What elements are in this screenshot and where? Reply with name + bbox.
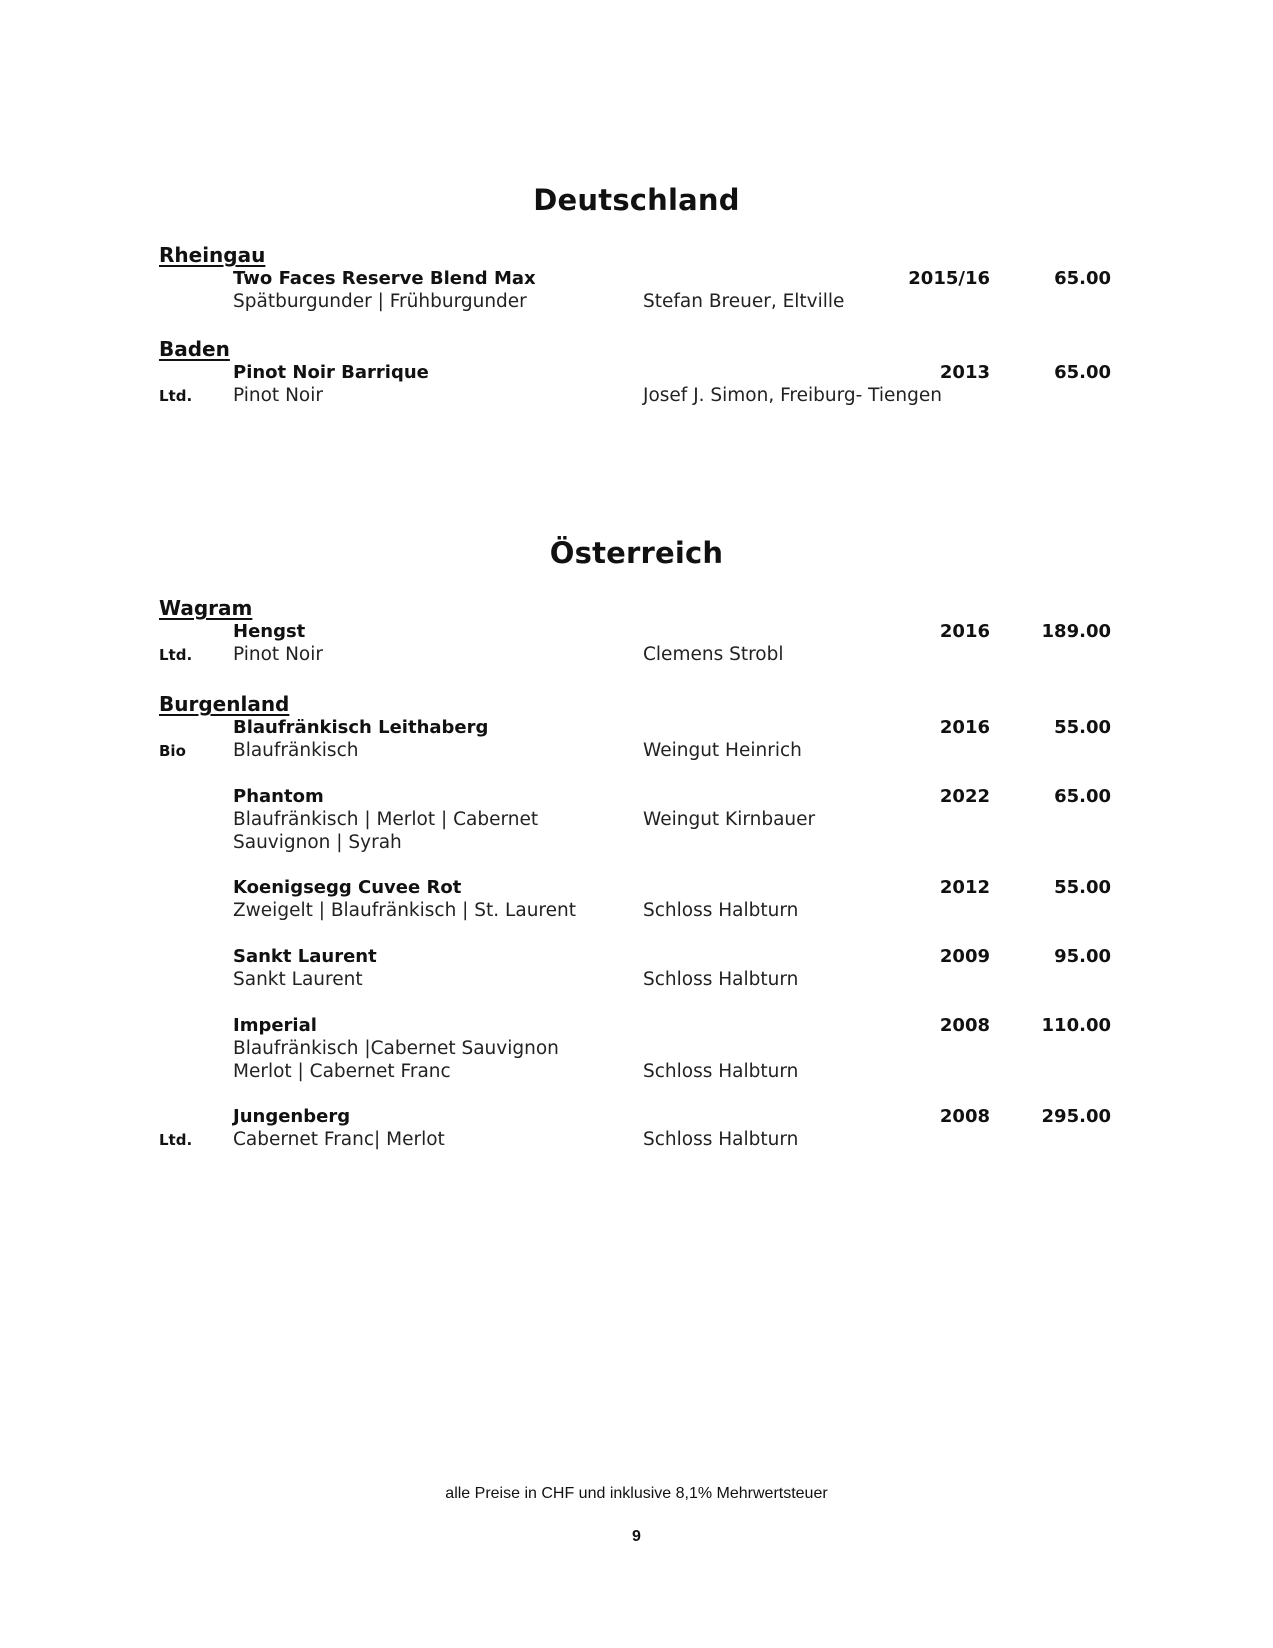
wine-price: 65.00 bbox=[1054, 362, 1111, 383]
wine-tag: Ltd. bbox=[159, 387, 193, 405]
wine-tag: Bio bbox=[159, 742, 186, 760]
wine-name: Two Faces Reserve Blend Max bbox=[233, 268, 536, 289]
region-heading-wagram: Wagram bbox=[159, 596, 253, 620]
wine-price: 95.00 bbox=[1054, 946, 1111, 967]
wine-price: 55.00 bbox=[1054, 717, 1111, 738]
wine-row bbox=[0, 946, 1273, 969]
wine-grapes: Pinot Noir bbox=[233, 644, 323, 665]
wine-year: 2022 bbox=[939, 786, 990, 807]
wine-year: 2009 bbox=[939, 946, 990, 967]
wine-producer: Stefan Breuer, Eltville bbox=[643, 291, 845, 312]
wine-row bbox=[0, 621, 1273, 644]
wine-grapes: Blaufränkisch |Cabernet Sauvignon bbox=[233, 1038, 559, 1059]
wine-grapes: Pinot Noir bbox=[233, 385, 323, 406]
wine-detail-row bbox=[0, 900, 1273, 923]
country-title-deutschland: Deutschland bbox=[533, 183, 740, 217]
wine-grapes: Cabernet Franc| Merlot bbox=[233, 1129, 445, 1150]
wine-row bbox=[0, 268, 1273, 291]
wine-year: 2016 bbox=[939, 621, 990, 642]
wine-year: 2012 bbox=[939, 877, 990, 898]
country-title-oesterreich: Österreich bbox=[549, 536, 724, 570]
price-note: alle Preise in CHF und inklusive 8,1% Mehrwertsteuer bbox=[445, 1485, 828, 1502]
wine-row bbox=[0, 717, 1273, 740]
wine-detail-row bbox=[0, 385, 1273, 408]
wine-year: 2008 bbox=[939, 1106, 990, 1127]
wine-name: Koenigsegg Cuvee Rot bbox=[233, 877, 462, 898]
wine-year: 2008 bbox=[939, 1015, 990, 1036]
wine-year: 2013 bbox=[939, 362, 990, 383]
wine-name: Sankt Laurent bbox=[233, 946, 377, 967]
wine-grapes: Blaufränkisch | Merlot | Cabernet bbox=[233, 809, 539, 830]
wine-grapes: Spätburgunder | Frühburgunder bbox=[233, 291, 527, 312]
wine-detail-row bbox=[0, 832, 1273, 855]
wine-detail-row bbox=[0, 1038, 1273, 1061]
wine-price: 189.00 bbox=[1041, 621, 1111, 642]
wine-price: 65.00 bbox=[1054, 268, 1111, 289]
wine-row bbox=[0, 1106, 1273, 1129]
wine-producer: Schloss Halbturn bbox=[643, 969, 799, 990]
wine-producer: Weingut Kirnbauer bbox=[643, 809, 816, 830]
wine-producer: Schloss Halbturn bbox=[643, 1129, 799, 1150]
wine-row bbox=[0, 877, 1273, 900]
wine-producer: Weingut Heinrich bbox=[643, 740, 802, 761]
wine-grapes: Sankt Laurent bbox=[233, 969, 363, 990]
wine-name: Imperial bbox=[233, 1015, 317, 1036]
wine-producer: Clemens Strobl bbox=[643, 644, 784, 665]
wine-detail-row bbox=[0, 644, 1273, 667]
wine-producer: Josef J. Simon, Freiburg- Tiengen bbox=[643, 385, 943, 406]
wine-grapes-continued: Merlot | Cabernet Franc bbox=[233, 1061, 451, 1082]
page-number: 9 bbox=[632, 1528, 641, 1545]
region-heading-baden: Baden bbox=[159, 337, 230, 361]
wine-producer: Schloss Halbturn bbox=[643, 1061, 799, 1082]
wine-detail-row bbox=[0, 1061, 1273, 1084]
wine-price: 65.00 bbox=[1054, 786, 1111, 807]
wine-name: Blaufränkisch Leithaberg bbox=[233, 717, 489, 738]
wine-tag: Ltd. bbox=[159, 646, 193, 664]
region-heading-burgenland: Burgenland bbox=[159, 692, 290, 716]
wine-name: Jungenberg bbox=[233, 1106, 351, 1127]
region-heading-rheingau: Rheingau bbox=[159, 243, 266, 267]
wine-name: Phantom bbox=[233, 786, 324, 807]
wine-year: 2016 bbox=[939, 717, 990, 738]
wine-detail-row bbox=[0, 1129, 1273, 1152]
wine-detail-row bbox=[0, 969, 1273, 992]
wine-row bbox=[0, 786, 1273, 809]
wine-price: 110.00 bbox=[1041, 1015, 1111, 1036]
wine-detail-row bbox=[0, 291, 1273, 314]
wine-name: Hengst bbox=[233, 621, 306, 642]
wine-row bbox=[0, 1015, 1273, 1038]
wine-price: 55.00 bbox=[1054, 877, 1111, 898]
wine-row bbox=[0, 362, 1273, 385]
wine-tag: Ltd. bbox=[159, 1131, 193, 1149]
wine-grapes: Blaufränkisch bbox=[233, 740, 359, 761]
wine-price: 295.00 bbox=[1041, 1106, 1111, 1127]
wine-name: Pinot Noir Barrique bbox=[233, 362, 429, 383]
wine-year: 2015/16 bbox=[908, 268, 990, 289]
wine-detail-row bbox=[0, 809, 1273, 832]
wine-grapes-continued: Sauvignon | Syrah bbox=[233, 832, 402, 853]
wine-producer: Schloss Halbturn bbox=[643, 900, 799, 921]
wine-grapes: Zweigelt | Blaufränkisch | St. Laurent bbox=[233, 900, 576, 921]
wine-detail-row bbox=[0, 740, 1273, 763]
